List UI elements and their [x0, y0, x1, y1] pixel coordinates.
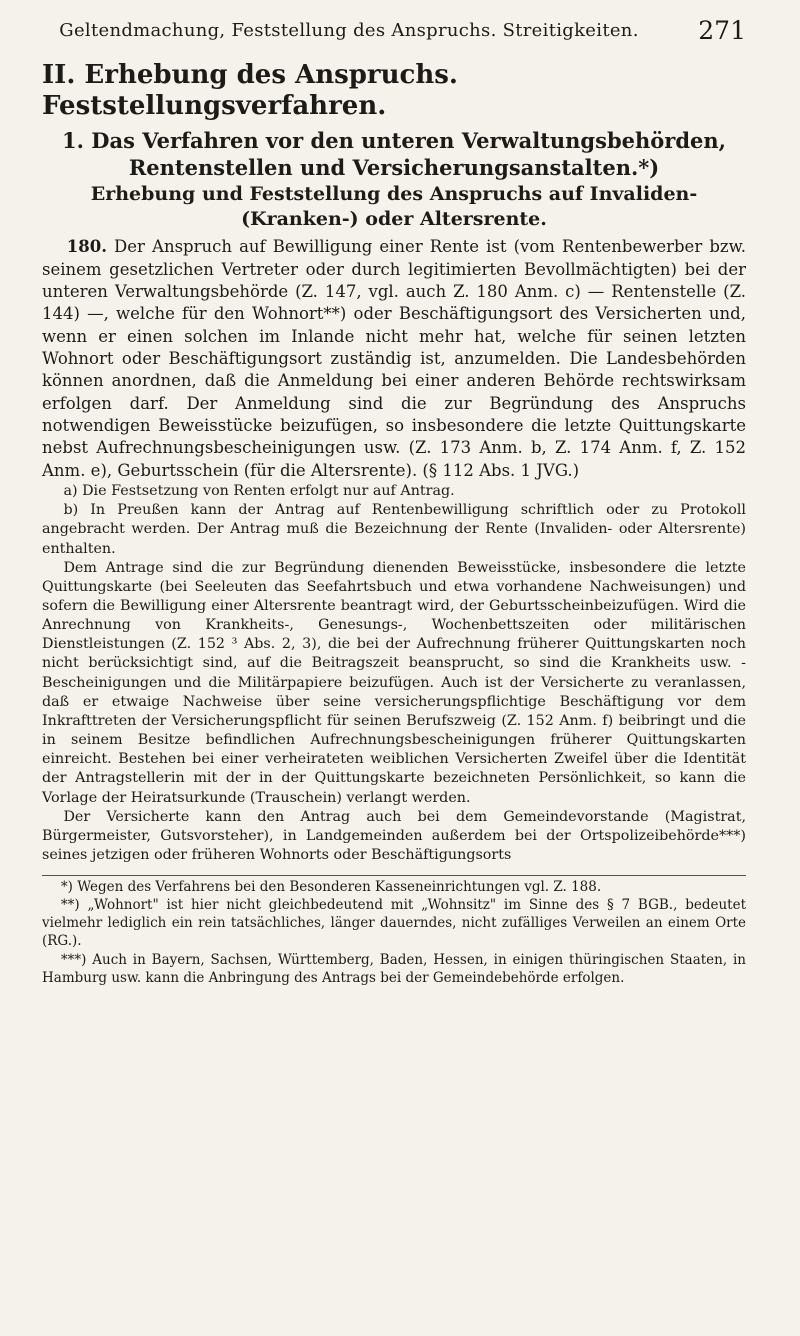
paragraph-180-text: Der Anspruch auf Bewilligung einer Rente ist (vom Rentenbewerber bzw. seinem gesetzlichen Vertreter oder durch legitimierten Bevollmächtigten) bei der unteren Verwaltungsbehörde (Z. 147, vgl. auch Z. 180 Anm. c) — Rentenstelle (Z. 144) —, welche für den Wohnort**) oder Beschäftigungsort des Versicherten und, wenn er einen solchen im Inlande nicht mehr hat, welche für seinen letzten Wohnort oder Beschäftigungsort zuständig ist, anzumelden. Die Landesbehörden können anordnen, daß die Anmeldung bei einer anderen Behörde rechtswirksam erfolgen darf. Der Anmeldung sind die zur Begründung des Anspruchs notwendigen Beweisstücke beizufügen, so insbesondere die letzte Quittungskarte nebst Aufrechnungsbescheinigungen usw. (Z. 173 Anm. b, Z. 174 Anm. f, Z. 152 Anm. e), Geburtsschein (für die Altersrente). (§ 112 Abs. 1 JVG.): [42, 237, 746, 480]
page-content: [42, 60, 746, 987]
running-title: Geltendmachung, Feststellung des Anspruchs. Streitigkeiten.: [59, 20, 639, 41]
note-b: b) In Preußen kann der Antrag auf Rentenbewilligung schriftlich oder zu Protokoll angebracht werden. Der Antrag muß die Bezeichnung der Rente (Invaliden- oder Altersrente) enthalten.: [42, 502, 746, 557]
paragraph-180: [42, 236, 746, 482]
note-a: a) Die Festsetzung von Renten erfolgt nur auf Antrag.: [63, 483, 455, 500]
subsection-heading: 1. Das Verfahren vor den unteren Verwaltungsbehörden, Rentenstellen und Versicherungsanstalten.*): [62, 128, 726, 181]
note-b-continued: Dem Antrage sind die zur Begründung dienenden Beweisstücke, insbesondere die letzte Quittungskarte (bei Seeleuten das Seefahrtsbuch und etwa vorhandene Nachweisungen) und sofern die Bewilligung einer Altersrente beantragt wird, der Geburtsscheinbeizufügen. Wird die Anrechnung von Krankheits-, Genesungs-, Wochenbettszeiten oder militärischen Dienstleistungen (Z. 152 ³ Abs. 2, 3), die bei der Aufrechnung früherer Quittungskarten noch nicht berücksichtigt sind, auf die Beitragszeit beansprucht, so sind die Krankheits usw. -Bescheinigungen und die Militärpapiere beizufügen. Auch ist der Versicherte zu veranlassen, daß er etwaige Nachweise über seine versicherungspflichtige Beschäftigung vor dem Inkrafttreten der Versicherungspflicht für seinen Berufszweig (Z. 152 Anm. f) beibringt und die in seinem Besitze befindlichen Aufrechnungsbescheinigungen früherer Quittungskarten einreicht. Bestehen bei einer verheirateten weiblichen Versicherten Zweifel über die Identität der Antragstellerin mit der in der Quittungskarte bezeichneten Persönlichkeit, so kann die Vorlage der Heiratsurkunde (Trauschein) verlangt werden.: [42, 559, 746, 806]
page-number: 271: [698, 16, 746, 45]
subsubsection-heading: Erhebung und Feststellung des Anspruchs auf Invaliden-(Kranken-) oder Altersrente.: [90, 183, 698, 231]
note-b-continued-2: Der Versicherte kann den Antrag auch bei dem Gemeindevorstande (Magistrat, Bürgermeister, Gutsvorsteher), in Landgemeinden außerdem bei der Ortspolizeibehörde***) seines jetzigen oder früheren Wohnorts oder Beschäftigungsorts: [42, 808, 746, 864]
footnote-1: *) Wegen des Verfahrens bei den Besonderen Kasseneinrichtungen vgl. Z. 188.: [60, 879, 602, 896]
footnotes: [42, 875, 746, 986]
footnote-2: **) „Wohnort" ist hier nicht gleichbedeutend mit „Wohnsitz" im Sinne des § 7 BGB., bedeutet vielmehr lediglich ein rein tatsächliches, länger dauerndes, nicht zufälliges Verweilen an einem Orte (RG.).: [42, 897, 746, 950]
running-head: [42, 14, 746, 48]
footnote-3: ***) Auch in Bayern, Sachsen, Württemberg, Baden, Hessen, in einigen thüringischen Staaten, in Hamburg usw. kann die Anbringung des Antrags bei der Gemeindebehörde erfolgen.: [42, 951, 746, 986]
paragraph-number: 180.: [66, 237, 107, 257]
section-heading: II. Erhebung des Anspruchs. Feststellungsverfahren.: [42, 60, 458, 122]
